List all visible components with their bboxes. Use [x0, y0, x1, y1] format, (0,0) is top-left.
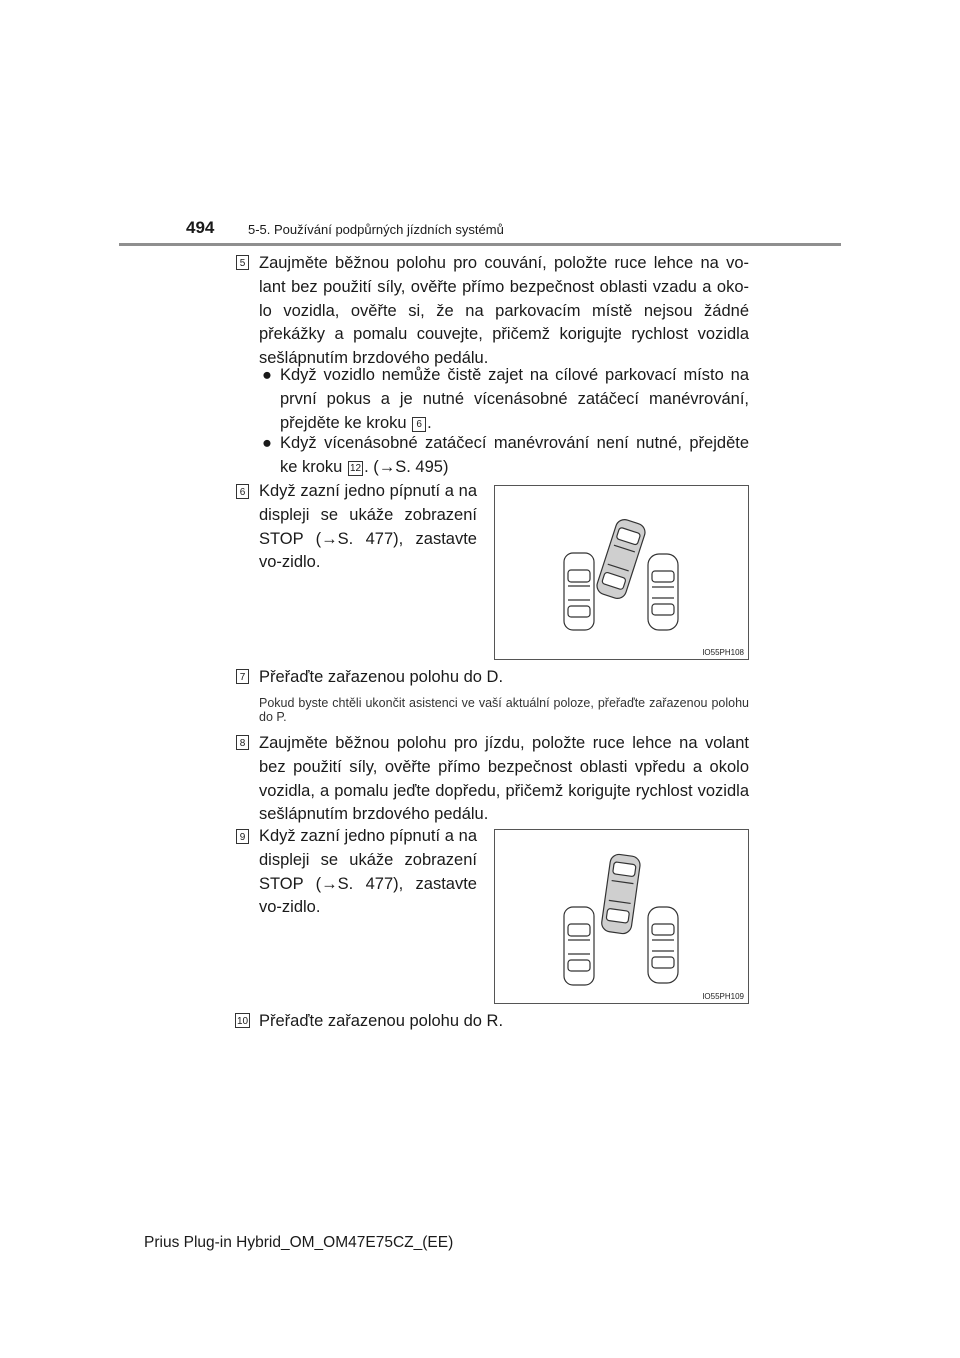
- step-5-bullet-2: [262, 432, 749, 480]
- step-8-text: Zaujměte běžnou polohu pro jízdu, položte ruce lehce na volant bez použití síly, ověřte přímo bezpečnost oblasti vpředu a okolo vozidla, a pomalu jeďte dopředu, přičemž korigujte rychlost vozidla sešlápnutím brzdového pedálu.: [259, 734, 749, 824]
- parking-figure-2: [494, 829, 749, 1004]
- step-10-text: Přeřaďte zařazenou polohu do R.: [259, 1012, 504, 1030]
- step-number-8: 8: [236, 735, 249, 750]
- step-number-10: 10: [235, 1013, 250, 1028]
- bullet-1-end: .: [427, 413, 432, 432]
- step-number-6: 6: [236, 484, 249, 499]
- step-9-text: Když zazní jedno pípnutí a na displeji se ukáže zobrazení STOP (→S. 477), zastavte vo-zidlo.: [259, 827, 477, 917]
- step-number-5: 5: [236, 255, 249, 270]
- section-title: 5-5. Používání podpůrných jízdních systémů: [248, 222, 504, 237]
- maneuvering-car: [601, 853, 642, 934]
- right-parked-car: [648, 554, 678, 630]
- step-ref-12[interactable]: 12: [349, 462, 362, 474]
- step-number-7: 7: [236, 669, 249, 684]
- step-number-9: 9: [236, 829, 249, 844]
- step-7-text: Přeřaďte zařazenou polohu do D.: [259, 668, 504, 686]
- header-divider: [119, 243, 841, 246]
- page-number: 494: [186, 218, 215, 237]
- figure-code: IO55PH109: [702, 992, 744, 1001]
- maneuvering-car: [595, 517, 648, 600]
- right-parked-car: [648, 907, 678, 983]
- step-ref-6[interactable]: 6: [412, 417, 426, 432]
- step-7-note: Pokud byste chtěli ukončit asistenci ve vaší aktuální poloze, přeřaďte zařazenou polohu do P.: [259, 696, 749, 724]
- bullet-2-text: Když vícenásobné zatáčecí manévrování není nutné, přejděte ke kroku: [280, 434, 749, 476]
- step-5-bullet-1: [262, 364, 749, 435]
- bullet-icon: ●: [262, 434, 272, 452]
- bullet-2-end: . (→S. 495): [364, 457, 449, 476]
- bullet-1-text: Když vozidlo nemůže čistě zajet na cílové parkovací místo na první pokus a je nutné vícenásobné zatáčecí manévrování, přejděte ke kroku: [280, 366, 749, 432]
- bullet-icon: ●: [262, 366, 272, 384]
- figure-code: IO55PH108: [702, 648, 744, 657]
- parking-illustration-1: [495, 486, 748, 659]
- footer-manual-id: Prius Plug-in Hybrid_OM_OM47E75CZ_(EE): [144, 1234, 454, 1251]
- parking-illustration-2: [495, 830, 748, 1003]
- parking-figure-1: [494, 485, 749, 660]
- left-parked-car: [564, 553, 594, 630]
- step-6-text: Když zazní jedno pípnutí a na displeji se ukáže zobrazení STOP (→S. 477), zastavte vo-zidlo.: [259, 482, 477, 572]
- left-parked-car: [564, 907, 594, 985]
- step-5-text: Zaujměte běžnou polohu pro couvání, položte ruce lehce na vo-lant bez použití síly, ověřte přímo bezpečnost oblasti vzadu a oko-lo vozidla, ověřte si, že na parkovacím místě nejsou žádné překážky a pomalu couvejte, přičemž korigujte rychlost vozidla sešlápnutím brzdového pedálu.: [259, 254, 749, 368]
